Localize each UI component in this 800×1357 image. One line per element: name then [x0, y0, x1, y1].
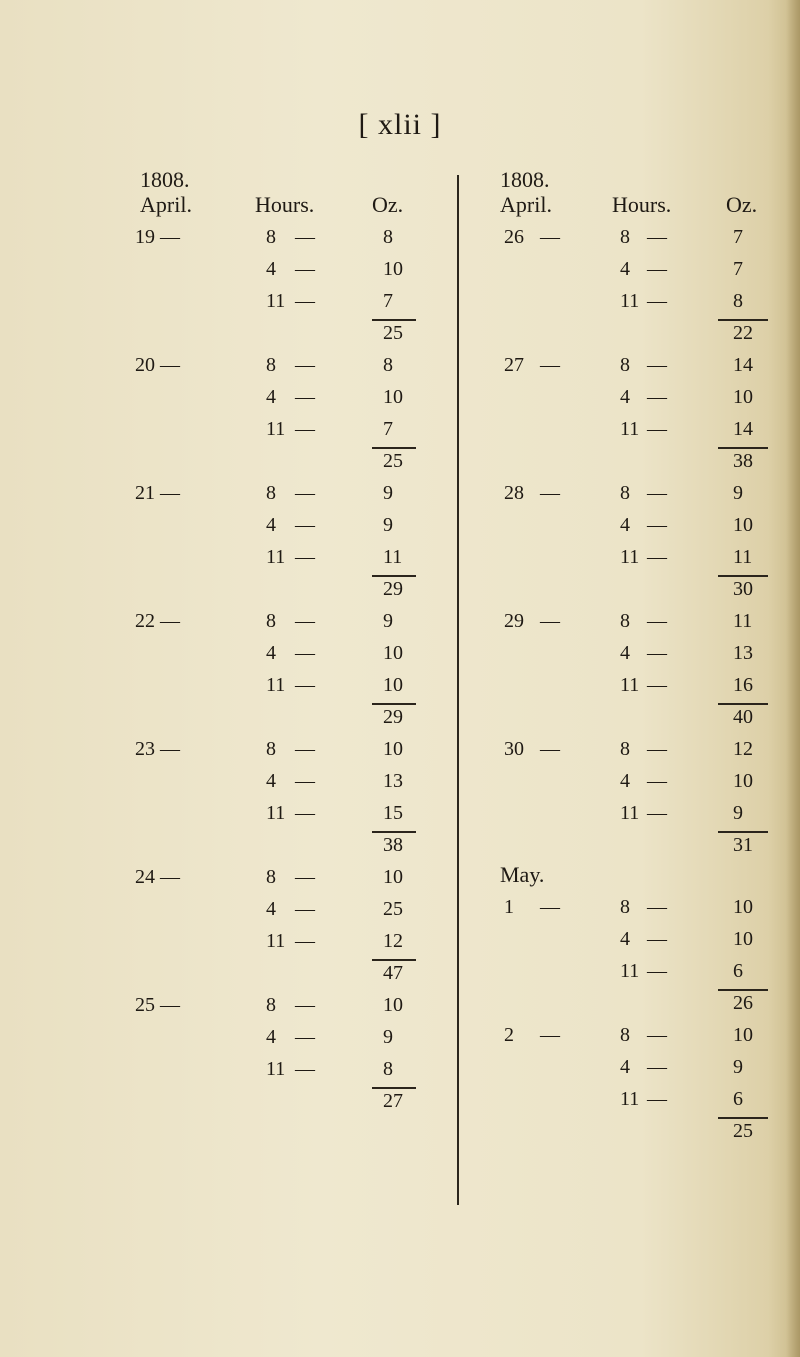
day-number: 19 [135, 226, 155, 248]
reading-row [140, 670, 440, 702]
dash: — [160, 738, 180, 760]
page-header: [ xlii ] [358, 108, 442, 141]
day-number: 27 [504, 354, 524, 376]
reading-row [135, 478, 440, 510]
day-number: 21 [135, 482, 155, 504]
oz-value: 8 [383, 1058, 393, 1080]
hour-value: 11 [620, 802, 640, 824]
dash: — [647, 354, 667, 376]
day-block [500, 1020, 770, 1148]
dash: — [647, 960, 667, 982]
day-number: 23 [135, 738, 155, 760]
reading-row [500, 1052, 770, 1084]
dash: — [647, 482, 667, 504]
dash: — [295, 898, 315, 920]
reading-row [500, 414, 770, 446]
total-value: 27 [383, 1090, 403, 1112]
hour-value: 4 [620, 386, 630, 408]
day-number: 2 [504, 1024, 514, 1046]
dash: — [540, 610, 560, 632]
oz-value: 10 [383, 674, 403, 696]
oz-value: 10 [733, 1024, 753, 1046]
day-block [500, 734, 770, 862]
reading-row [500, 1020, 770, 1052]
reading-row [135, 990, 440, 1022]
dash: — [647, 546, 667, 568]
hour-value: 11 [620, 418, 640, 440]
reading-row [140, 1022, 440, 1054]
page-edge [786, 0, 800, 1357]
hour-value: 11 [266, 1058, 286, 1080]
hour-value: 4 [620, 770, 630, 792]
dash: — [540, 1024, 560, 1046]
total-rule [372, 575, 416, 577]
oz-value: 14 [733, 418, 753, 440]
day-block [135, 222, 440, 350]
hour-value: 8 [620, 610, 630, 632]
oz-value: 7 [383, 418, 393, 440]
oz-value: 10 [733, 896, 753, 918]
dash: — [295, 290, 315, 312]
year-label: 1808. [500, 167, 550, 192]
reading-row [140, 542, 440, 574]
total-value: 25 [383, 450, 403, 472]
total-rule [718, 575, 768, 577]
oz-value: 25 [383, 898, 403, 920]
total-value: 26 [733, 992, 753, 1014]
total-value: 25 [733, 1120, 753, 1142]
day-number: 20 [135, 354, 155, 376]
day-total [140, 1086, 440, 1118]
total-value: 29 [383, 706, 403, 728]
dash: — [295, 418, 315, 440]
total-rule [372, 319, 416, 321]
dash: — [160, 994, 180, 1016]
dash: — [295, 802, 315, 824]
hour-value: 11 [266, 290, 286, 312]
hour-value: 8 [266, 610, 276, 632]
reading-row [140, 510, 440, 542]
dash: — [647, 770, 667, 792]
reading-row [500, 542, 770, 574]
day-number: 30 [504, 738, 524, 760]
dash: — [160, 226, 180, 248]
hours-header: Hours. [612, 192, 672, 217]
dash: — [647, 928, 667, 950]
day-number: 22 [135, 610, 155, 632]
dash: — [647, 1088, 667, 1110]
oz-value: 7 [383, 290, 393, 312]
day-block [500, 892, 770, 1020]
reading-row [140, 1054, 440, 1086]
right-column [500, 168, 770, 1148]
oz-value: 9 [383, 482, 393, 504]
oz-value: 16 [733, 674, 753, 696]
oz-header: Oz. [372, 192, 404, 217]
dash: — [295, 770, 315, 792]
hour-value: 8 [266, 354, 276, 376]
dash: — [647, 738, 667, 760]
hour-value: 8 [620, 896, 630, 918]
oz-value: 10 [733, 514, 753, 536]
reading-row [500, 798, 770, 830]
day-total [140, 574, 440, 606]
reading-row [500, 606, 770, 638]
hour-value: 4 [266, 258, 276, 280]
oz-value: 8 [383, 354, 393, 376]
hour-value: 4 [620, 514, 630, 536]
column-headers [140, 192, 440, 222]
dash: — [647, 290, 667, 312]
year-label: 1808. [140, 167, 190, 192]
oz-value: 11 [383, 546, 403, 568]
reading-row [135, 350, 440, 382]
dash: — [540, 354, 560, 376]
day-block [135, 990, 440, 1118]
dash: — [540, 482, 560, 504]
reading-row [500, 892, 770, 924]
dash: — [295, 994, 315, 1016]
dash: — [295, 386, 315, 408]
day-number: 28 [504, 482, 524, 504]
dash: — [647, 1056, 667, 1078]
day-block [500, 478, 770, 606]
dash: — [295, 258, 315, 280]
month-label: April. [140, 192, 192, 217]
hours-header: Hours. [255, 192, 315, 217]
total-rule [718, 447, 768, 449]
reading-row [500, 670, 770, 702]
hour-value: 11 [620, 546, 640, 568]
hour-value: 8 [266, 994, 276, 1016]
day-block [135, 478, 440, 606]
total-rule [718, 989, 768, 991]
oz-value: 11 [733, 546, 753, 568]
oz-value: 9 [383, 610, 393, 632]
oz-value: 12 [733, 738, 753, 760]
dash: — [295, 1026, 315, 1048]
reading-row [500, 638, 770, 670]
day-total [140, 958, 440, 990]
oz-value: 14 [733, 354, 753, 376]
hour-value: 11 [266, 546, 286, 568]
hour-value: 4 [266, 642, 276, 664]
dash: — [647, 514, 667, 536]
day-block [500, 222, 770, 350]
total-rule [718, 319, 768, 321]
oz-value: 6 [733, 1088, 743, 1110]
day-block [135, 734, 440, 862]
dash: — [540, 896, 560, 918]
day-number: 1 [504, 896, 514, 918]
day-total [500, 318, 770, 350]
day-total [500, 446, 770, 478]
oz-value: 10 [383, 866, 403, 888]
oz-value: 9 [733, 482, 743, 504]
day-total [500, 830, 770, 862]
dash: — [647, 258, 667, 280]
dash: — [295, 546, 315, 568]
column-headers [500, 192, 770, 222]
reading-row [500, 1084, 770, 1116]
hour-value: 4 [266, 514, 276, 536]
hour-value: 4 [266, 386, 276, 408]
oz-value: 10 [383, 642, 403, 664]
oz-value: 9 [383, 1026, 393, 1048]
dash: — [295, 642, 315, 664]
hour-value: 8 [620, 482, 630, 504]
month-label: April. [500, 192, 552, 217]
day-total [140, 702, 440, 734]
hour-value: 11 [620, 960, 640, 982]
oz-value: 10 [383, 258, 403, 280]
hour-value: 8 [620, 738, 630, 760]
total-rule [372, 831, 416, 833]
hour-value: 8 [266, 226, 276, 248]
oz-value: 8 [383, 226, 393, 248]
day-block [135, 606, 440, 734]
day-number: 29 [504, 610, 524, 632]
reading-row [140, 798, 440, 830]
reading-row [135, 862, 440, 894]
column-divider [457, 175, 459, 1205]
hour-value: 4 [266, 898, 276, 920]
reading-row [135, 606, 440, 638]
hour-value: 8 [620, 226, 630, 248]
reading-row [140, 286, 440, 318]
month2-label: May. [500, 862, 545, 887]
right-may-list [500, 892, 770, 1148]
reading-row [140, 894, 440, 926]
day-number: 25 [135, 994, 155, 1016]
reading-row [500, 924, 770, 956]
day-block [135, 862, 440, 990]
dash: — [295, 1058, 315, 1080]
oz-value: 10 [733, 928, 753, 950]
day-number: 26 [504, 226, 524, 248]
dash: — [647, 896, 667, 918]
hour-value: 4 [620, 1056, 630, 1078]
oz-value: 10 [733, 770, 753, 792]
hour-value: 4 [620, 258, 630, 280]
reading-row [135, 734, 440, 766]
reading-row [140, 382, 440, 414]
hour-value: 11 [266, 418, 286, 440]
total-rule [372, 447, 416, 449]
oz-value: 10 [383, 738, 403, 760]
oz-value: 7 [733, 226, 743, 248]
total-value: 31 [733, 834, 753, 856]
dash: — [647, 1024, 667, 1046]
reading-row [140, 638, 440, 670]
total-rule [718, 831, 768, 833]
hour-value: 11 [266, 802, 286, 824]
hour-value: 8 [266, 482, 276, 504]
total-value: 25 [383, 322, 403, 344]
total-value: 22 [733, 322, 753, 344]
reading-row [500, 478, 770, 510]
hour-value: 11 [266, 930, 286, 952]
dash: — [295, 610, 315, 632]
dash: — [647, 226, 667, 248]
oz-value: 12 [383, 930, 403, 952]
oz-value: 6 [733, 960, 743, 982]
day-block [500, 350, 770, 478]
total-value: 29 [383, 578, 403, 600]
hour-value: 8 [266, 738, 276, 760]
reading-row [500, 956, 770, 988]
dash: — [160, 354, 180, 376]
total-rule [718, 703, 768, 705]
total-rule [372, 1087, 416, 1089]
total-rule [372, 959, 416, 961]
oz-value: 7 [733, 258, 743, 280]
oz-value: 10 [383, 386, 403, 408]
hour-value: 11 [620, 1088, 640, 1110]
reading-row [140, 926, 440, 958]
reading-row [140, 766, 440, 798]
reading-row [140, 254, 440, 286]
dash: — [295, 738, 315, 760]
oz-value: 11 [733, 610, 753, 632]
dash: — [295, 514, 315, 536]
reading-row [500, 510, 770, 542]
dash: — [295, 674, 315, 696]
hour-value: 4 [620, 642, 630, 664]
total-value: 40 [733, 706, 753, 728]
hour-value: 11 [620, 290, 640, 312]
day-block [135, 350, 440, 478]
dash: — [647, 642, 667, 664]
dash: — [540, 226, 560, 248]
dash: — [295, 354, 315, 376]
day-total [140, 830, 440, 862]
dash: — [647, 674, 667, 696]
dash: — [160, 610, 180, 632]
dash: — [160, 482, 180, 504]
left-column [135, 167, 440, 1118]
oz-value: 15 [383, 802, 403, 824]
reading-row [500, 254, 770, 286]
oz-value: 13 [383, 770, 403, 792]
oz-value: 9 [733, 802, 743, 824]
oz-value: 10 [383, 994, 403, 1016]
dash: — [295, 482, 315, 504]
oz-header: Oz. [726, 192, 758, 217]
reading-row [500, 222, 770, 254]
reading-row [500, 734, 770, 766]
total-rule [718, 1117, 768, 1119]
dash: — [647, 418, 667, 440]
hour-value: 11 [620, 674, 640, 696]
oz-value: 10 [733, 386, 753, 408]
dash: — [295, 226, 315, 248]
dash: — [647, 386, 667, 408]
dash: — [540, 738, 560, 760]
oz-value: 9 [733, 1056, 743, 1078]
reading-row [140, 414, 440, 446]
dash: — [647, 610, 667, 632]
hour-value: 8 [266, 866, 276, 888]
reading-row [500, 350, 770, 382]
hour-value: 8 [620, 1024, 630, 1046]
oz-value: 9 [383, 514, 393, 536]
oz-value: 13 [733, 642, 753, 664]
day-total [140, 318, 440, 350]
total-value: 38 [733, 450, 753, 472]
day-total [500, 1116, 770, 1148]
hour-value: 4 [620, 928, 630, 950]
dash: — [295, 866, 315, 888]
oz-value: 8 [733, 290, 743, 312]
reading-row [500, 382, 770, 414]
hour-value: 4 [266, 770, 276, 792]
reading-row [500, 286, 770, 318]
left-day-list [135, 222, 440, 1118]
day-total [500, 988, 770, 1020]
dash: — [160, 866, 180, 888]
day-number: 24 [135, 866, 155, 888]
hour-value: 11 [266, 674, 286, 696]
total-value: 47 [383, 962, 403, 984]
total-value: 30 [733, 578, 753, 600]
day-total [140, 446, 440, 478]
total-value: 38 [383, 834, 403, 856]
reading-row [500, 766, 770, 798]
day-total [500, 702, 770, 734]
day-block [500, 606, 770, 734]
hour-value: 4 [266, 1026, 276, 1048]
may-header [500, 862, 770, 892]
right-day-list [500, 222, 770, 862]
dash: — [647, 802, 667, 824]
hour-value: 8 [620, 354, 630, 376]
total-rule [372, 703, 416, 705]
dash: — [295, 930, 315, 952]
day-total [500, 574, 770, 606]
reading-row [135, 222, 440, 254]
